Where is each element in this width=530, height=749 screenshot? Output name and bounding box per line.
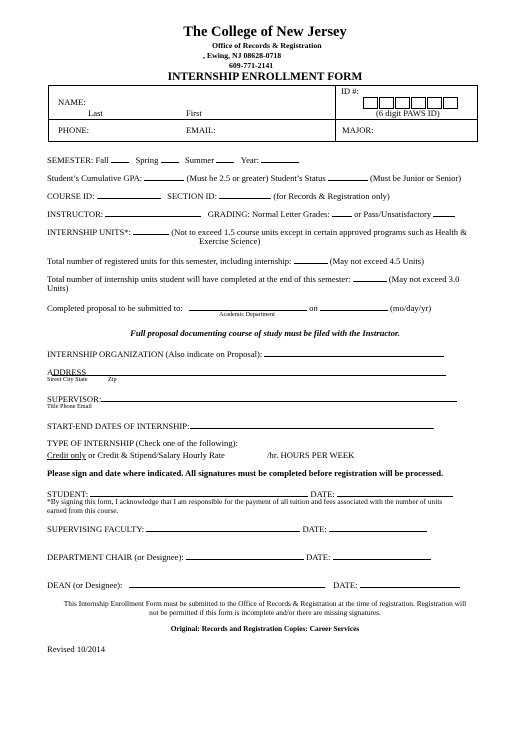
box-divider [49,119,477,120]
instructor-label: INSTRUCTOR: [47,209,104,219]
credit-stipend-label: or Credit & Stipend/Salary Hourly Rate [88,450,225,460]
faculty-date-field[interactable] [329,522,427,532]
supervisor-label: SUPERVISOR: [47,394,102,404]
address-label: ADDRESS [47,367,87,377]
units-note: (Not to exceed 1.5 course units except in certain approved programs such as Health & [171,227,467,237]
chair-signature-row [47,550,431,562]
student-label: STUDENT: [47,489,89,499]
semester-row [47,153,299,165]
gpa-label: Student’s Cumulative GPA: [47,173,143,183]
email-label: EMAIL: [186,125,216,135]
student-date-label: DATE: [310,489,335,499]
chair-date-label: DATE: [306,552,331,562]
units-field[interactable] [133,225,169,235]
dates-field[interactable] [190,419,434,429]
student-signature-field[interactable] [90,487,308,497]
faculty-signature-field[interactable] [146,522,300,532]
credit-only-label: Credit only [47,450,86,460]
proposal-date-field[interactable] [320,301,388,311]
office-name: Office of Records & Registration [212,41,322,50]
organization-label: INTERNSHIP ORGANIZATION (Also indicate on Proposal): [47,349,263,359]
footer-note-1: This Internship Enrollment Form must be submitted to the Office of Records & Registration at the time of registration. Registration will [63,599,467,608]
form-title: INTERNSHIP ENROLLMENT FORM [167,71,363,83]
box-vertical-divider [335,86,336,141]
total-note-2: Units) [47,283,69,293]
acknowledgement-line-1: *By signing this form, I acknowledge that I am responsible for the payment of all tuition and fees associated with the number of units [47,497,443,506]
faculty-signature-row [47,522,427,534]
on-label: on [309,303,318,313]
summer-label: Summer [184,155,215,165]
gpa-note: (Must be 2.5 or greater) [186,173,269,183]
units-label: INTERNSHIP UNITS*: [47,227,131,237]
dean-date-label: DATE: [333,580,358,590]
dean-signature-field[interactable] [129,578,325,588]
student-date-field[interactable] [337,487,453,497]
faculty-label: SUPERVISING FACULTY: [47,524,145,534]
course-id-field[interactable] [97,189,161,199]
date-format-label: (mo/day/yr) [390,303,432,313]
phone-label: PHONE: [58,125,90,135]
distribution-copies: Original: Records and Registration Copies: Career Services [170,624,360,633]
department-field[interactable] [189,301,307,311]
course-id-label: COURSE ID: [47,191,95,201]
semester-fall-label: SEMESTER: Fall [47,155,109,165]
instructor-field[interactable] [105,207,201,217]
address-field[interactable] [52,366,446,376]
internship-type-label: TYPE OF INTERNSHIP (Check one of the following): [47,438,238,448]
section-id-field[interactable] [219,189,271,199]
last-label: Last [88,108,103,118]
gpa-field[interactable] [144,171,184,181]
total-note: (May not exceed 3.0 [388,274,460,284]
pass-label: or Pass/Unsatisfactory [354,209,432,219]
spring-field[interactable] [161,153,179,163]
major-label: MAJOR: [342,125,374,135]
registered-label: Total number of registered units for this semester, including internship: [47,256,292,266]
address-sublabel: Street City State [47,376,88,383]
first-label: First [186,108,202,118]
id-label: ID #: [341,86,359,96]
proposal-label: Completed proposal to be submitted to: [47,303,183,313]
dean-date-field[interactable] [360,578,460,588]
supervisor-field[interactable] [101,392,457,402]
address-row [47,365,446,377]
chair-signature-field[interactable] [186,550,304,560]
hours-per-week-label: /hr. HOURS PER WEEK [267,450,355,460]
grading-label: GRADING: Normal Letter Grades: [207,209,330,219]
name-label: NAME: [58,97,86,107]
sign-note: Please sign and date where indicated. All signatures must be completed before registration will be processed. [47,468,444,478]
registered-note: (May not exceed 4.5 Units) [329,256,424,266]
year-label: Year: [240,155,259,165]
registered-row [47,254,424,266]
paws-note: (6 digit PAWS ID) [376,108,440,118]
dates-row [47,419,434,431]
dean-signature-row [47,578,460,590]
instructor-row [47,207,455,219]
gpa-row [47,171,461,183]
chair-date-field[interactable] [333,550,431,560]
spring-label: Spring [135,155,159,165]
section-id-label: SECTION ID: [167,191,218,201]
status-field[interactable] [328,171,368,181]
type-options-row [47,449,354,460]
dates-label: START-END DATES OF INTERNSHIP: [47,421,190,431]
status-label: Student’s Status [270,173,326,183]
total-label: Total number of internship units student will have completed at the end of this semester: [47,274,351,284]
acknowledgement-line-2: earned from this course. [47,506,119,515]
section-note: (for Records & Registration only) [273,191,390,201]
registered-field[interactable] [294,254,328,264]
units-note-2: Exercise Science) [199,236,261,246]
office-address: , Ewing, NJ 08628-0718 [203,51,282,60]
letter-grade-field[interactable] [332,207,352,217]
revised-date: Revised 10/2014 [47,644,106,654]
hourly-rate-field[interactable] [227,449,265,458]
office-phone: 609-771-2141 [229,61,274,70]
organization-row [47,347,444,359]
organization-field[interactable] [264,347,444,357]
academic-department-label: Academic Department [219,311,275,318]
faculty-date-label: DATE: [302,524,327,534]
college-name: The College of New Jersey [183,24,347,40]
zip-sublabel: Zip [108,376,117,383]
fall-field[interactable] [111,153,129,163]
year-field[interactable] [261,153,299,163]
pass-field[interactable] [433,207,455,217]
course-row [47,189,390,201]
supervisor-sublabel: Title Phone Email [47,403,92,410]
proposal-note: Full proposal documenting course of study must be filed with the Instructor. [130,328,400,338]
total-row [47,272,459,284]
dean-label: DEAN (or Designee): [47,580,123,590]
total-field[interactable] [353,272,387,282]
chair-label: DEPARTMENT CHAIR (or Designee): [47,552,184,562]
summer-field[interactable] [216,153,234,163]
footer-note-2: not be permitted if this form is incomplete and/or there are missing signatures. [149,608,381,617]
status-note: (Must be Junior or Senior) [369,173,462,183]
supervisor-row [47,392,457,404]
